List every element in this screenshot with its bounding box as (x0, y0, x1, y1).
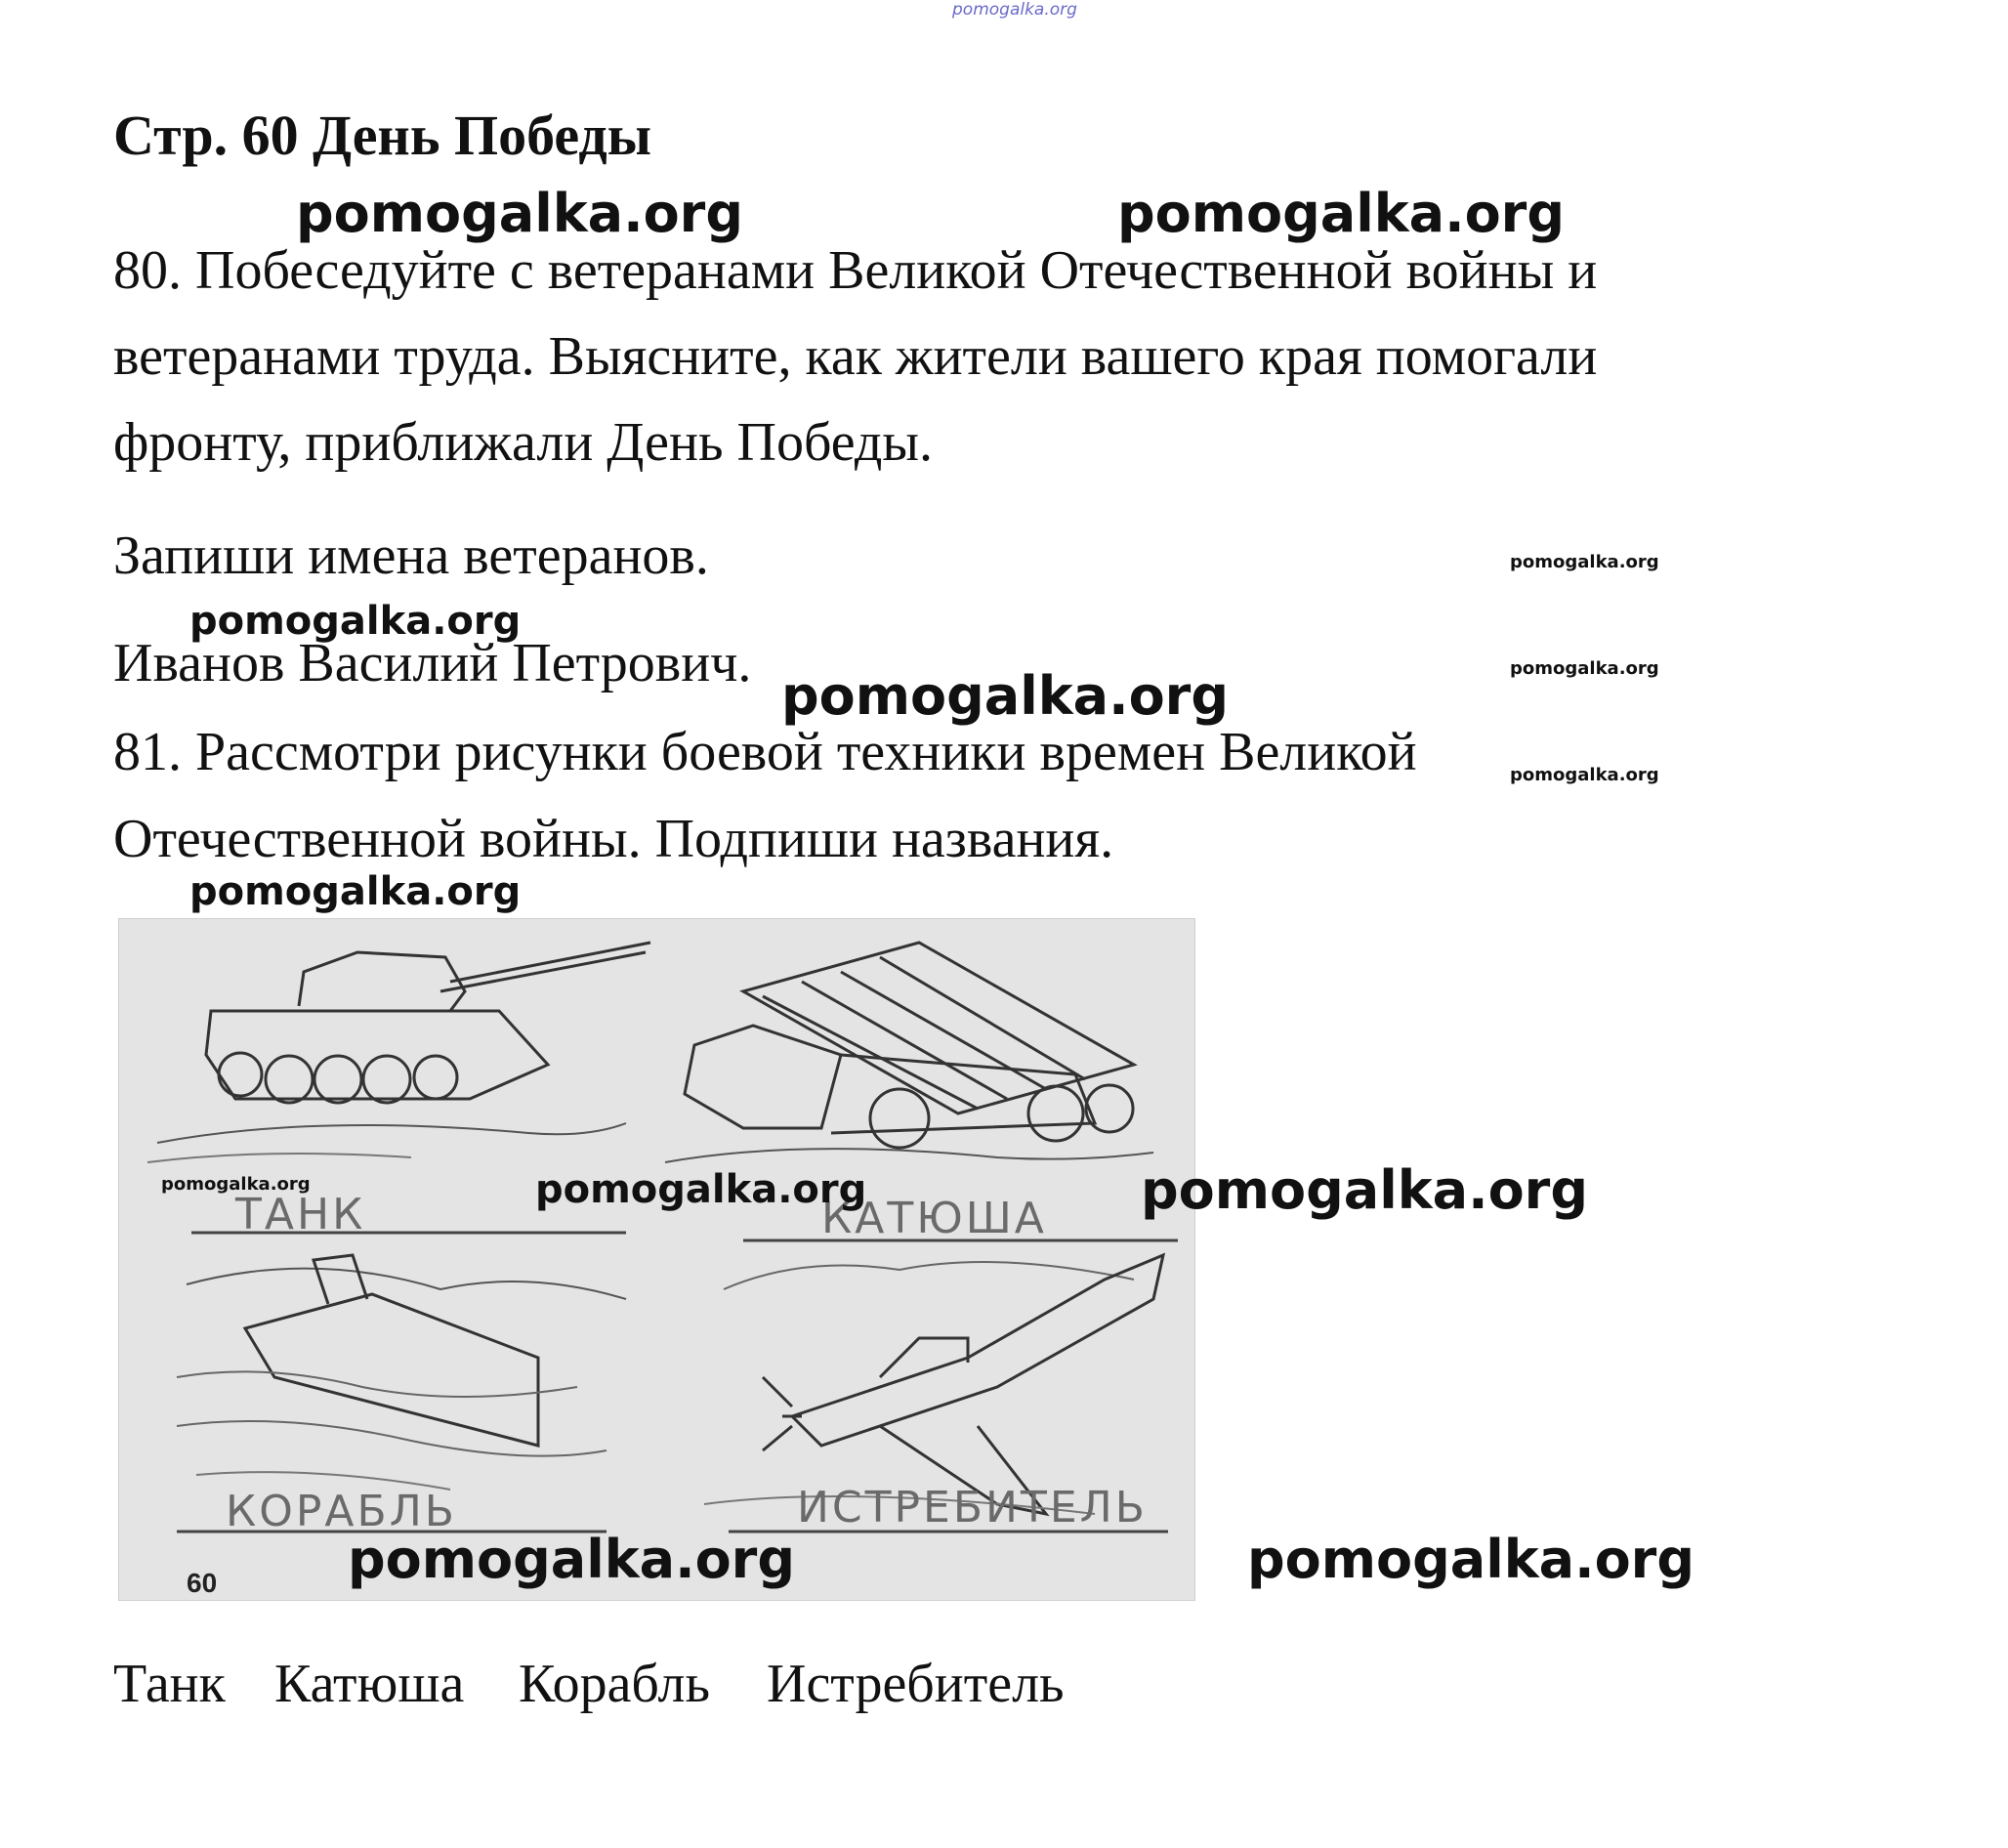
answer-katyusha: Катюша (274, 1654, 465, 1714)
label-ship-handwritten: КОРАБЛЬ (226, 1487, 457, 1536)
task80-line3: фронту, приближали День Победы. (113, 412, 933, 473)
watermark-3: pomogalka.org (189, 599, 522, 644)
label-katyusha-handwritten: КАТЮША (821, 1194, 1047, 1243)
military-equipment-picture (118, 918, 1195, 1601)
answer-fighter: Истребитель (767, 1654, 1065, 1714)
top-watermark: pomogalka.org (952, 0, 1077, 20)
task81-line2: Отечественной войны. Подпиши названия. (113, 809, 1114, 869)
label-fighter-handwritten: ИСТРЕБИТЕЛЬ (797, 1483, 1148, 1533)
watermark-1: pomogalka.org (296, 183, 743, 244)
task80-line1: 80. Побеседуйте с ветеранами Великой Отечественной войны и (113, 240, 1598, 301)
watermark-small-4: pomogalka.org (161, 1174, 311, 1195)
prompt-names: Запиши имена ветеранов. (113, 525, 709, 586)
watermark-8: pomogalka.org (348, 1529, 795, 1590)
watermark-6: pomogalka.org (535, 1167, 867, 1212)
watermark-small-2: pomogalka.org (1510, 658, 1659, 679)
watermark-7: pomogalka.org (1141, 1159, 1588, 1221)
watermark-4: pomogalka.org (781, 665, 1229, 727)
watermark-small-1: pomogalka.org (1510, 552, 1659, 572)
watermark-5: pomogalka.org (189, 869, 522, 914)
answer-ship: Корабль (519, 1654, 710, 1714)
scan-page-number: 60 (187, 1568, 218, 1598)
watermark-small-3: pomogalka.org (1510, 765, 1659, 785)
task81-line1: 81. Рассмотри рисунки боевой техники времен Великой (113, 722, 1417, 782)
page-title: Стр. 60 День Победы (113, 104, 651, 167)
task80-line2: ветеранами труда. Выясните, как жители вашего края помогали (113, 326, 1598, 387)
answer-tank: Танк (113, 1654, 226, 1714)
veteran-name: Иванов Василий Петрович. (113, 633, 752, 693)
watermark-9: pomogalka.org (1247, 1529, 1694, 1590)
watermark-2: pomogalka.org (1117, 183, 1565, 244)
label-tank-handwritten: ТАНК (235, 1190, 366, 1239)
